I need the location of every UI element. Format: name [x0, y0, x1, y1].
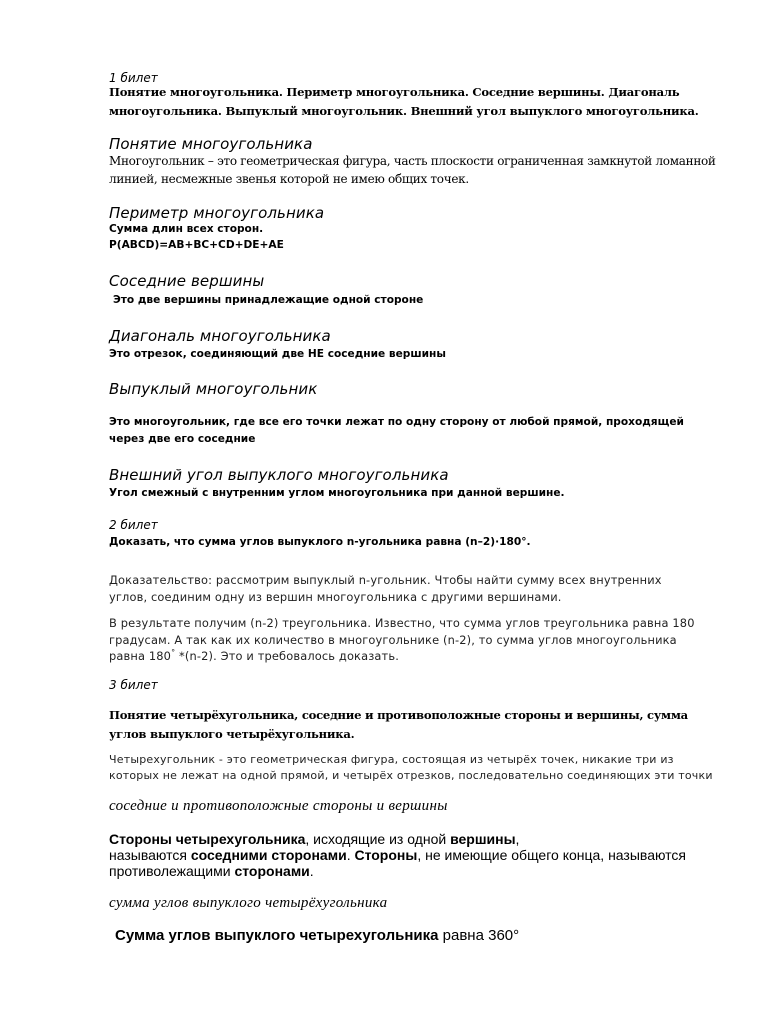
bold-sides-of-quadrilateral: Стороны четырехугольника	[109, 831, 306, 847]
section-heading-angle-sum: сумма углов выпуклого четырёхугольника	[109, 895, 388, 911]
ticket-2-proof-paragraph-1: Доказательство: рассмотрим выпуклый n-угольник. Чтобы найти сумму всех внутренних углов, соединим одну из вершин многоугольника с другими вершинами.	[109, 573, 662, 604]
bold-vertex: вершины	[450, 831, 516, 847]
text-fragment: , исходящие из одной	[305, 831, 451, 847]
section-heading-adjacent-vertices: Соседние вершины	[109, 272, 265, 290]
ticket-2-title: Доказать, что сумма углов выпуклого n-угольника равна (n–2)·180°.	[109, 536, 531, 548]
bold-angle-sum: Сумма углов выпуклого четырехугольника	[115, 927, 439, 944]
text-fragment: .	[309, 863, 314, 879]
angle-sum-value: равна 360°	[438, 927, 520, 944]
ticket-2-proof-paragraph-2	[109, 615, 699, 665]
section-heading-perimeter: Периметр многоугольника	[109, 204, 325, 222]
section-heading-diagonal: Диагональ многоугольника	[109, 327, 331, 345]
angle-sum-statement	[115, 927, 725, 945]
proof-text-part-2: *(n-2). Это и требовалось доказать.	[175, 649, 399, 663]
ticket-1-label: 1 билет	[109, 71, 158, 85]
text-fragment: называются	[109, 847, 191, 863]
section-heading-polygon: Понятие многоугольника	[109, 135, 313, 153]
degree-superscript: °	[171, 648, 176, 658]
ticket-3-title: Понятие четырёхугольника, соседние и противоположные стороны и вершины, сумма углов выпуклого четырёхугольника.	[109, 708, 688, 741]
bold-sides: Стороны	[354, 847, 418, 863]
text-fragment: ,	[515, 831, 520, 847]
adjacent-vertices-definition: Это две вершины принадлежащие одной стороне	[113, 294, 424, 306]
section-heading-convex-polygon: Выпуклый многоугольник	[109, 380, 318, 398]
bold-adjacent-sides: соседними сторонами	[190, 847, 347, 863]
exterior-angle-definition: Угол смежный с внутренним углом многоугольника при данной вершине.	[109, 487, 565, 499]
text-fragment: , не имеющие общего конца, называются противолежащими	[109, 847, 687, 879]
sides-definition	[109, 831, 719, 879]
section-heading-exterior-angle: Внешний угол выпуклого многоугольника	[109, 466, 449, 484]
ticket-3-label: 3 билет	[109, 678, 158, 692]
perimeter-definition: Сумма длин всех сторон.	[109, 223, 264, 235]
section-heading-adjacent-opposite: соседние и противоположные стороны и вершины	[109, 798, 448, 814]
bold-opposite-sides: сторонами	[234, 863, 310, 879]
text-fragment: .	[346, 847, 355, 863]
diagonal-definition: Это отрезок, соединяющий две НЕ соседние вершины	[109, 348, 446, 360]
polygon-definition: Многоугольник – это геометрическая фигура, часть плоскости ограниченная замкнутой ломанной линией, несмежные звенья которой не имею общих точек.	[109, 154, 716, 186]
quadrilateral-definition: Четырехугольник - это геометрическая фигура, состоящая из четырёх точек, никакие три из которых не лежат на одной прямой, и четырёх отрезков, последовательно соединяющих эти точки	[109, 753, 713, 782]
convex-polygon-definition: Это многоугольник, где все его точки лежат по одну сторону от любой прямой, проходящей через две его соседние	[109, 416, 684, 445]
ticket-1-title: Понятие многоугольника. Периметр многоугольника. Соседние вершины. Диагональ многоугольника. Выпуклый многоугольник. Внешний угол выпуклого многоугольника.	[109, 85, 699, 118]
proof-text-part-1: В результате получим (n-2) треугольника. Известно, что сумма углов треугольника равна 180 градусам. А так как их количество в многоугольнике (n-2), то сумма углов многоугольника равна 180	[109, 616, 695, 663]
perimeter-formula: P(ABCD)=AB+BC+CD+DE+AE	[109, 239, 284, 251]
ticket-2-label: 2 билет	[109, 518, 158, 532]
